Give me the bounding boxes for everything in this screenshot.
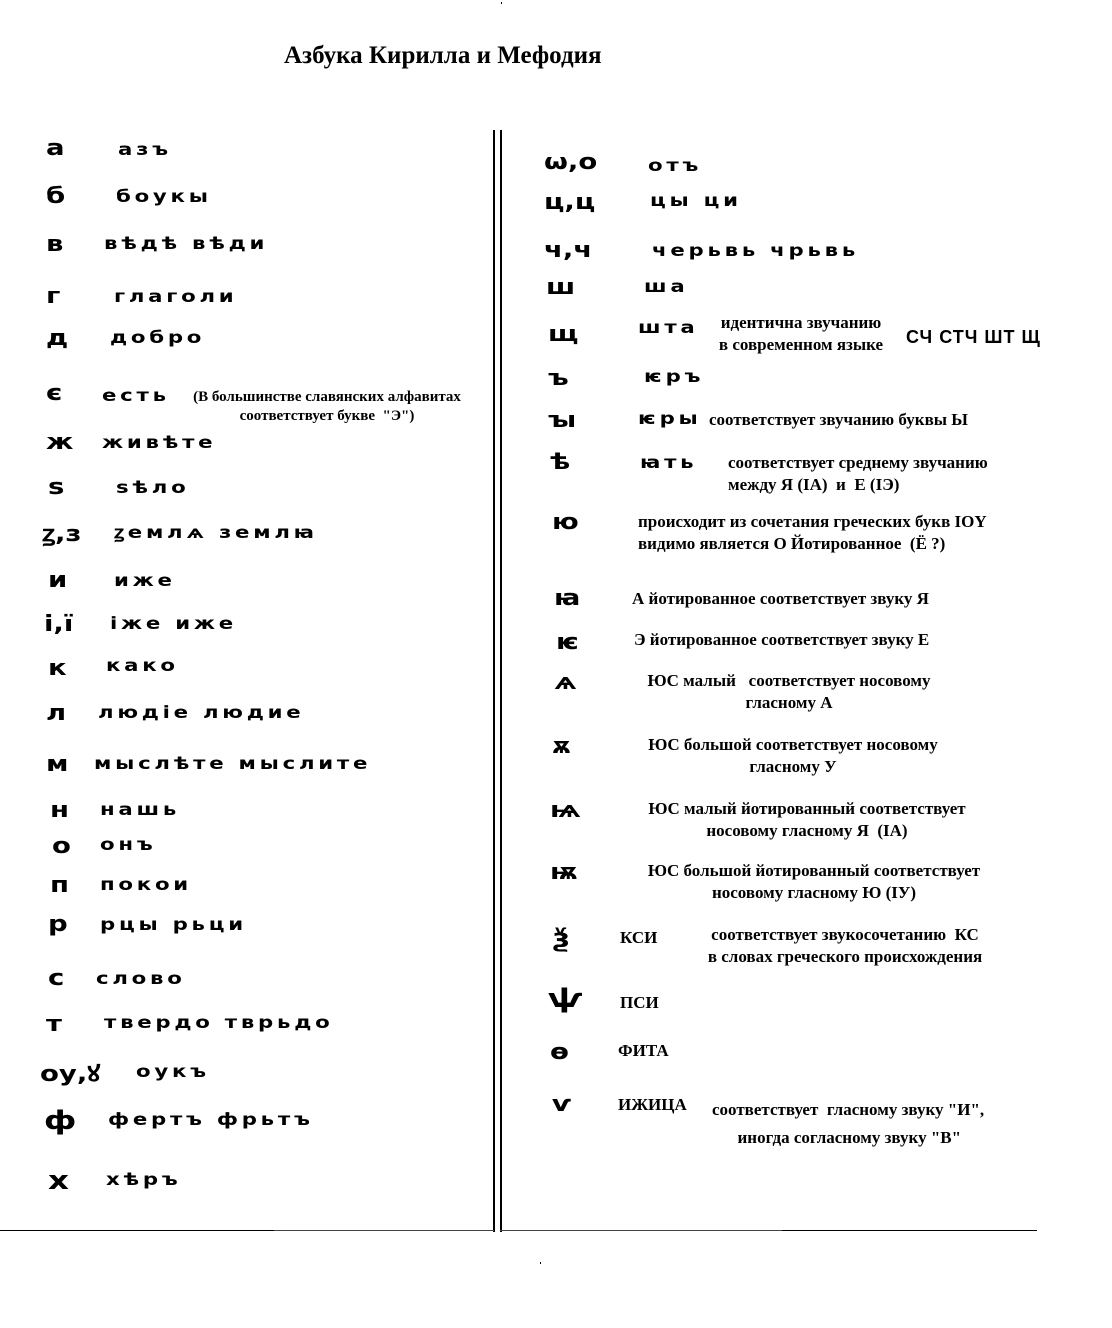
letter-glyph: ꙁ,з — [42, 522, 82, 547]
letter-name: ѥръ — [644, 367, 705, 387]
letter-name: хѣръ — [106, 1170, 182, 1190]
letter-name: отъ — [648, 156, 703, 176]
letter-glyph: ѕ — [48, 475, 65, 500]
column-divider-left — [493, 130, 495, 1232]
letter-name: вѣдѣ вѣди — [104, 234, 269, 254]
letter-glyph: ш — [546, 275, 576, 300]
letter-name: живѣте — [102, 433, 217, 453]
letter-name: азъ — [118, 140, 172, 160]
letter-glyph: ѱ — [548, 984, 583, 1014]
letter-glyph: ѵ — [552, 1092, 572, 1117]
letter-name: боукы — [116, 187, 212, 207]
bottom-rule — [500, 1230, 782, 1231]
letter-glyph: р — [48, 912, 68, 937]
letter-glyph: п — [50, 873, 70, 898]
letter-name: ѥры — [638, 409, 702, 429]
letter-glyph: в — [46, 232, 64, 257]
letter-note: Э йотированное соответствует звуку Е — [634, 630, 930, 649]
letter-glyph: ѡ,о — [544, 150, 598, 175]
letter-note: соответствует звукосочетанию КС в словах греческого происхождения — [707, 925, 983, 966]
letter-glyph: є — [46, 381, 63, 406]
bottom-rule — [0, 1230, 274, 1231]
letter-glyph: ч,ч — [544, 238, 593, 263]
letter-glyph: т — [46, 1012, 62, 1037]
column-divider-right — [500, 130, 502, 1232]
page-title: Азбука Кирилла и Мефодия — [284, 42, 602, 69]
letter-glyph: щ — [548, 322, 579, 347]
letter-glyph: ѳ — [550, 1040, 569, 1065]
letter-name: како — [106, 656, 179, 676]
letter-glyph: л — [46, 701, 67, 726]
letter-note: происходит из сочетания греческих букв IOY видимо является О Йотированное (Ё ?) — [638, 512, 987, 553]
letter-name: онъ — [100, 835, 157, 855]
letter-name: ИЖИЦА — [618, 1095, 687, 1114]
letter-glyph: н — [50, 798, 70, 823]
letter-note: ЮС большой йотированный соответствует носовому гласному Ю (IУ) — [647, 861, 981, 902]
letter-name: ша — [644, 277, 689, 297]
letter-note: (В большинстве славянских алфавитах соответствует букве "Э") — [193, 389, 461, 424]
letter-name: есть — [102, 386, 170, 406]
letter-glyph: ѭ — [550, 860, 578, 885]
letter-name: рцы рьци — [100, 915, 247, 935]
letter-glyph: и — [48, 568, 68, 593]
letter-glyph: ѥ — [556, 630, 580, 655]
letter-name: иже — [114, 571, 176, 591]
letter-equivalents: СЧ СТЧ ШТ Щ — [906, 327, 1041, 347]
letter-note: идентична звучанию в современном языке — [718, 313, 884, 354]
bottom-rule — [782, 1230, 1037, 1231]
letter-name: нашь — [100, 800, 181, 820]
letter-name: КСИ — [620, 928, 658, 947]
letter-name: людіе людие — [98, 703, 305, 723]
letter-glyph: і,ї — [44, 612, 74, 637]
letter-glyph: д — [46, 326, 69, 351]
letter-name: черьвь чрьвь — [652, 241, 860, 261]
letter-glyph: к — [48, 656, 67, 681]
letter-glyph: ф — [44, 1106, 77, 1136]
letter-name: добро — [110, 328, 206, 348]
bottom-rule — [274, 1230, 494, 1231]
letter-name: глаголи — [114, 287, 238, 307]
letter-name: мыслѣте мыслите — [94, 754, 372, 774]
letter-glyph: оу,ꙋ — [40, 1062, 101, 1087]
letter-glyph: ѧ — [554, 670, 577, 695]
letter-note: соответствует гласному звуку "И", иногда согласному звуку "В" — [712, 1100, 985, 1147]
letter-note: ЮС большой соответствует носовому гласному У — [648, 735, 938, 776]
letter-glyph: с — [48, 966, 65, 991]
letter-name: ПСИ — [620, 993, 659, 1012]
letter-glyph: ꙗ — [554, 586, 581, 611]
letter-name: слово — [96, 969, 186, 989]
letter-name: іже иже — [110, 614, 237, 634]
letter-glyph: ѣ — [550, 450, 571, 475]
letter-name: ꙁемлѧ землꙗ — [114, 523, 318, 543]
letter-name: ФИТА — [618, 1041, 669, 1060]
letter-name: цы ци — [650, 191, 742, 211]
letter-glyph: м — [46, 752, 69, 777]
letter-glyph: г — [46, 284, 61, 309]
letter-glyph: ꙑ — [548, 408, 577, 433]
letter-glyph: а — [46, 136, 65, 161]
letter-note: соответствует среднему звучанию между Я (IA) и Е (IЭ) — [728, 453, 988, 494]
letter-glyph: ц,ц — [544, 190, 596, 215]
letter-glyph: ѩ — [550, 798, 581, 823]
letter-name: фертъ фрьтъ — [108, 1110, 314, 1130]
letter-glyph: ѯ — [552, 924, 571, 954]
letter-glyph: о — [52, 834, 71, 859]
letter-glyph: б — [46, 184, 66, 209]
letter-glyph: ъ — [548, 366, 569, 391]
letter-note: А йотированное соответствует звуку Я — [632, 589, 929, 608]
letter-note: соответствует звучанию буквы Ы — [709, 410, 968, 429]
letter-name: ꙗть — [640, 453, 698, 473]
letter-name: покои — [100, 875, 192, 895]
scan-speck — [501, 2, 502, 4]
letter-name: ѕѣло — [116, 478, 190, 498]
letter-glyph: ѫ — [552, 734, 571, 759]
letter-glyph: ж — [46, 430, 74, 455]
letter-glyph: ю — [552, 510, 579, 535]
letter-name: шта — [638, 318, 699, 338]
letter-note: ЮС малый йотированный соответствует носовому гласному Я (IA) — [648, 799, 966, 840]
letter-glyph: х — [48, 1166, 69, 1196]
letter-name: твердо тврьдо — [104, 1013, 334, 1033]
letter-name: оукъ — [136, 1062, 210, 1082]
letter-note: ЮС малый соответствует носовому гласному А — [647, 671, 931, 712]
scan-speck — [540, 1262, 541, 1264]
